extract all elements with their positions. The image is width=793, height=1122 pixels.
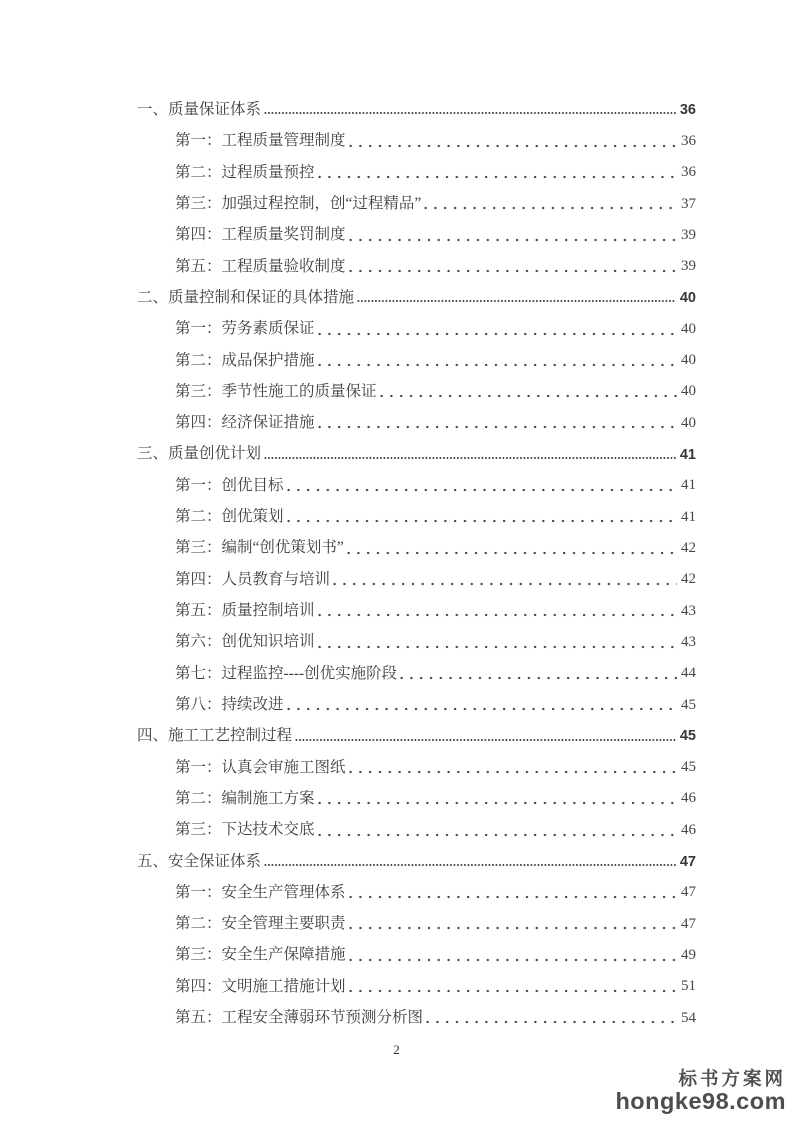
toc-entry[interactable] [137,181,696,212]
toc-entry-label: 第二：编制施工方案 [175,789,315,807]
toc-leader-dots [318,331,677,337]
toc-entry-page: 45 [679,728,696,745]
toc-entry-label: 第八：持续改进 [175,695,284,713]
toc-entry[interactable] [137,651,696,682]
toc-leader-dots [349,143,677,149]
toc-entry-page: 41 [681,508,696,525]
toc-entry[interactable] [137,588,696,619]
toc-leader-dots [424,205,677,211]
toc-leader-dots [349,957,677,963]
toc-leader-dots [318,612,677,618]
toc-leader-dots [287,518,677,524]
toc-entry-page: 40 [681,414,696,431]
toc-leader-dots [318,832,677,838]
toc-entry[interactable] [137,525,696,556]
toc-entry-label: 第三：季节性施工的质量保证 [175,382,377,400]
watermark-site-url: hongke98.com [615,1087,786,1114]
toc-entry-page: 46 [681,821,696,838]
toc-entry-label: 第一：劳务素质保证 [175,320,315,338]
toc-leader-dots [287,487,677,493]
toc-entry-label: 四、施工工艺控制过程 [137,727,293,745]
toc-entry-page: 40 [679,289,696,306]
toc-entry[interactable] [137,275,696,306]
toc-entry[interactable] [137,244,696,275]
toc-leader-dots [264,862,676,868]
toc-entry-page: 47 [681,884,696,901]
toc-entry-label: 一、质量保证体系 [137,101,262,119]
toc-leader-dots [349,769,677,775]
toc-entry-label: 第五：工程质量验收制度 [175,257,346,275]
toc-entry-page: 49 [681,947,696,963]
toc-leader-dots [264,110,676,116]
toc-entry[interactable] [137,150,696,181]
toc-entry-page: 36 [681,164,696,181]
toc-entry[interactable] [137,932,696,963]
toc-entry-label: 第三：加强过程控制，创“过程精品” [175,194,422,212]
toc-entry[interactable] [137,839,696,870]
toc-entry[interactable] [137,306,696,337]
toc-entry[interactable] [137,463,696,494]
toc-entry-page: 40 [681,352,696,369]
toc-entry-page: 37 [681,195,696,212]
toc-entry-page: 36 [679,102,696,119]
toc-entry-page: 54 [681,1009,696,1026]
toc-entry-page: 47 [679,853,696,870]
toc-entry[interactable] [137,494,696,525]
toc-entry[interactable] [137,557,696,588]
toc-entry-label: 第五：质量控制培训 [175,602,315,620]
toc-entry-label: 五、安全保证体系 [137,852,262,870]
toc-entry-page: 36 [681,132,696,149]
toc-leader-dots [400,675,677,681]
toc-leader-dots [349,237,677,243]
toc-entry[interactable] [137,369,696,400]
toc-leader-dots [357,298,676,304]
toc-leader-dots [347,550,677,556]
toc-leader-dots [318,424,677,430]
toc-entry-page: 47 [681,915,696,932]
toc-entry[interactable] [137,807,696,838]
toc-entry[interactable] [137,682,696,713]
toc-entry-label: 三、质量创优计划 [137,445,262,463]
toc-entry-page: 39 [681,226,696,243]
toc-entry-label: 第四：经济保证措施 [175,414,315,432]
toc-entry-label: 第四：文明施工措施计划 [175,977,346,995]
toc-entry-label: 二、质量控制和保证的具体措施 [137,288,355,306]
toc-entry[interactable] [137,431,696,462]
toc-leader-dots [318,800,677,806]
toc-entry-page: 39 [681,258,696,275]
toc-entry-label: 第三：编制“创优策划书” [175,539,344,557]
toc-entry-label: 第一：工程质量管理制度 [175,132,346,150]
toc-entry[interactable] [137,338,696,369]
toc-leader-dots [295,737,676,743]
toc-entry-label: 第二：过程质量预控 [175,163,315,181]
toc-entry[interactable] [137,964,696,995]
toc-entry-label: 第六：创优知识培训 [175,633,315,651]
toc-entry[interactable] [137,745,696,776]
toc-entry-page: 46 [681,790,696,807]
toc-entry-label: 第一：认真会审施工图纸 [175,758,346,776]
toc-entry-label: 第二：创优策划 [175,508,284,526]
toc-leader-dots [318,174,677,180]
toc-entry-page: 45 [681,696,696,713]
toc-entry[interactable] [137,400,696,431]
toc-entry-page: 41 [681,477,696,494]
toc-entry-label: 第五：工程安全薄弱环节预测分析图 [175,1009,424,1027]
watermark-site-name: 标书方案网 [678,1068,786,1090]
toc-entry-page: 44 [681,665,696,682]
toc-leader-dots [318,362,677,368]
toc-entry[interactable] [137,901,696,932]
table-of-contents [137,87,696,1026]
toc-leader-dots [349,894,677,900]
toc-leader-dots [287,706,677,712]
toc-entry-label: 第三：安全生产保障措施 [175,946,346,964]
toc-leader-dots [264,455,676,461]
toc-entry[interactable] [137,118,696,149]
toc-entry[interactable] [137,713,696,744]
toc-entry-page: 40 [681,320,696,337]
toc-leader-dots [318,644,677,650]
toc-leader-dots [349,268,677,274]
toc-entry-page: 51 [681,978,696,995]
toc-entry[interactable] [137,212,696,243]
toc-entry-label: 第二：成品保护措施 [175,351,315,369]
page-number: 2 [393,1042,400,1057]
toc-leader-dots [349,925,677,931]
toc-entry-label: 第二：安全管理主要职责 [175,915,346,933]
toc-entry-label: 第七：过程监控----创优实施阶段 [175,664,398,682]
toc-entry-label: 第一：创优目标 [175,476,284,494]
watermark [615,1069,786,1113]
toc-entry-page: 42 [681,571,696,588]
toc-entry-label: 第一：安全生产管理体系 [175,883,346,901]
toc-entry-page: 43 [681,602,696,619]
toc-leader-dots [349,988,677,994]
toc-entry-page: 43 [681,633,696,650]
toc-entry[interactable] [137,776,696,807]
toc-entry-label: 第三：下达技术交底 [175,821,315,839]
toc-entry-page: 40 [681,383,696,400]
toc-entry[interactable] [137,619,696,650]
toc-entry[interactable] [137,87,696,118]
toc-leader-dots [333,581,677,587]
toc-entry[interactable] [137,870,696,901]
toc-entry[interactable] [137,995,696,1026]
toc-entry-page: 42 [681,539,696,556]
toc-entry-label: 第四：人员教育与培训 [175,570,331,588]
toc-entry-page: 45 [681,759,696,776]
toc-leader-dots [426,1019,677,1025]
toc-entry-page: 41 [679,446,696,463]
toc-leader-dots [380,393,677,399]
toc-entry-label: 第四：工程质量奖罚制度 [175,226,346,244]
